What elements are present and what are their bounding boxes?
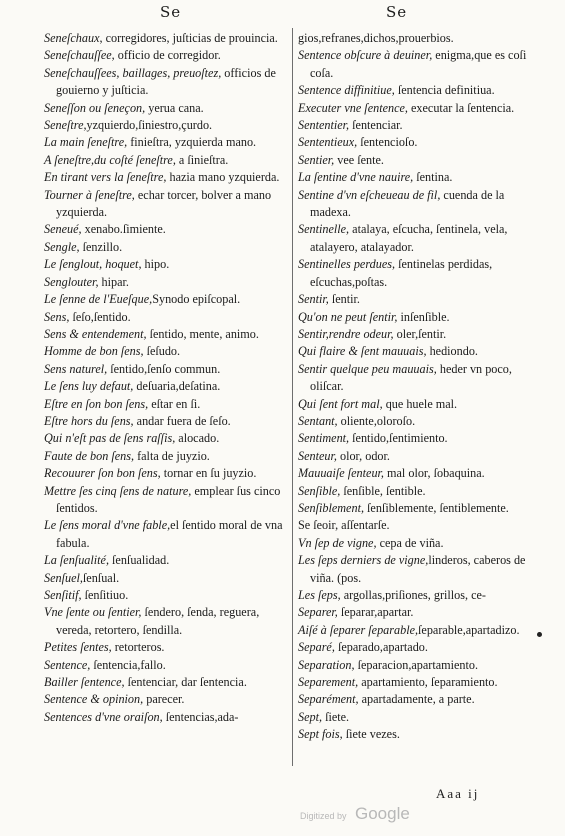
dictionary-entry (298, 47, 530, 82)
entry-definition: ſeparacion,apartamiento. (354, 657, 479, 672)
entry-definition: enigma,que es coſi coſa. (310, 48, 527, 80)
entry-headword: Seneſſon ou ſeneçon, (44, 100, 146, 115)
dictionary-entry (44, 221, 288, 238)
column-divider (292, 28, 293, 766)
entry-definition: ſentencioſo. (357, 135, 418, 150)
entry-headword: Sens, (44, 309, 70, 324)
entry-definition: tornar en ſu juyzio. (160, 466, 257, 481)
entry-definition: apartamiento, ſeparamiento. (358, 675, 498, 690)
entry-headword: Sentier, (298, 152, 335, 167)
entry-headword: La ſenſualité, (44, 553, 109, 568)
dictionary-entry (44, 100, 288, 117)
dictionary-entry (44, 448, 288, 465)
dictionary-entry (298, 187, 530, 222)
entry-definition: ſeparado,apartado. (334, 640, 428, 655)
dictionary-entry (298, 30, 530, 47)
running-head-right: Se (386, 3, 408, 21)
entry-definition: ſentencia definitiua. (394, 83, 495, 98)
entry-definition: ſiete. (322, 709, 350, 724)
entry-definition: ſenſitiuo. (81, 588, 129, 602)
dictionary-entry (298, 726, 530, 743)
entry-headword: Senſiblement, (298, 500, 364, 515)
entry-definition: officios de gouierno y juſticia. (56, 65, 276, 98)
dictionary-entry (298, 256, 530, 291)
entry-definition: ſentinelas perdidas, eſcuchas,poſtas. (310, 257, 493, 289)
entry-definition: ſentir. (328, 292, 360, 307)
entry-headword: Qui ſent fort mal, (298, 396, 383, 411)
dictionary-entry (298, 709, 530, 726)
entry-definition: hediondo. (426, 344, 478, 359)
entry-definition: atalaya, eſcucha, ſentinela, vela, atalayero, atalayador. (310, 222, 508, 254)
entry-definition: el ſentido moral de vna fabula. (56, 518, 283, 550)
entry-definition: alocado. (175, 431, 220, 446)
dictionary-entry (44, 134, 288, 151)
dictionary-entry (44, 604, 288, 639)
entry-definition: ſenſiblemente, ſentiblemente. (364, 500, 509, 515)
dictionary-entry (298, 326, 530, 343)
entry-definition: ſenzillo. (79, 239, 123, 254)
dictionary-entry (298, 622, 530, 639)
dictionary-entry (44, 343, 288, 360)
entry-headword: Le ſens moral d'vne fable, (44, 518, 171, 533)
entry-definition: ſenſible, ſentible. (340, 483, 426, 498)
dictionary-entry (44, 691, 288, 708)
entry-definition: ſentenciar. (349, 118, 403, 133)
dictionary-entry (298, 134, 530, 151)
entry-headword: Les ſeps derniers de vigne, (298, 553, 429, 568)
entry-definition: Synodo epiſcopal. (152, 292, 241, 307)
margin-mark (537, 632, 542, 637)
entry-headword: Qui flaire & ſent mauuais, (298, 344, 427, 359)
entry-definition: yerua cana. (145, 100, 204, 115)
dictionary-entry (298, 169, 530, 186)
entry-headword: Separément, (298, 692, 359, 707)
entry-headword: Tourner à ſeneſtre, (44, 187, 135, 202)
entry-definition: hazia mano yzquierda. (166, 170, 280, 185)
entry-definition: ſentencia,fallo. (90, 657, 166, 672)
dictionary-entry (44, 465, 288, 482)
entry-definition: ſenſualidad. (109, 553, 170, 568)
entry-headword: Sententier, (298, 118, 350, 133)
dictionary-entry (44, 378, 288, 395)
dictionary-entry (298, 117, 530, 134)
entry-headword: A ſeneſtre,du coſté ſeneſtre, (44, 152, 176, 167)
entry-headword: Senteur, (298, 448, 337, 463)
entry-headword: Sentence & opinion, (44, 692, 144, 707)
running-head-left: Se (160, 3, 182, 21)
entry-headword: Sentinelles perdues, (298, 257, 396, 272)
entry-definition: ſeſo,ſentido. (69, 309, 131, 324)
dictionary-entry (298, 291, 530, 308)
dictionary-entry (298, 221, 530, 256)
dictionary-entry (298, 500, 530, 517)
entry-definition: echar torcer, bolver a mano yzquierda. (56, 187, 272, 220)
dictionary-entry (44, 674, 288, 691)
entry-headword: Executer vne ſentence, (298, 100, 408, 115)
entry-definition: executar la ſentencia. (407, 100, 515, 115)
dictionary-entry (298, 517, 530, 534)
entry-headword: Sentence obſcure à deuiner, (298, 48, 433, 63)
entry-headword: La ſentine d'vne nauire, (298, 170, 414, 185)
entry-definition: apartadamente, a parte. (358, 692, 475, 707)
dictionary-entry (298, 361, 530, 396)
entry-definition: ſenſual. (82, 570, 120, 585)
entry-headword: Mettre ſes cinq ſens de nature, (44, 483, 192, 498)
entry-definition: , corregidores, juſticias de prouincia. (99, 31, 278, 45)
entry-headword: Separé, (298, 640, 335, 655)
dictionary-entry (44, 152, 288, 169)
entry-headword: Eſtre en ſon bon ſens, (44, 396, 149, 411)
entry-definition: cuenda de la madexa. (310, 187, 505, 220)
dictionary-entry (44, 570, 288, 587)
dictionary-entry (44, 30, 288, 47)
dictionary-entry (298, 691, 530, 708)
entry-headword: Separement, (298, 675, 359, 690)
dictionary-entry (44, 361, 288, 378)
entry-definition: hipar. (98, 274, 129, 289)
dictionary-entry (298, 430, 530, 447)
entry-headword: Sept, (298, 709, 323, 724)
dictionary-entry (44, 169, 288, 186)
entry-headword: Sentine d'vn eſcheueau de fil, (298, 187, 441, 202)
entry-headword: Sentence diffinitiue, (298, 83, 395, 98)
entry-definition: ſentido,ſenſo commun. (107, 361, 221, 376)
entry-definition: argollas,priſiones, grillos, ce- (340, 588, 486, 602)
entry-definition: ſentenciar, dar ſentencia. (124, 675, 247, 690)
entry-definition: ſeparar,apartar. (337, 605, 414, 620)
entry-definition: linderos, caberos de viña. (pos. (310, 553, 526, 585)
entry-headword: Qui n'eſt pas de ſens raſſis, (44, 431, 176, 446)
entry-definition: oliente,oloroſo. (337, 413, 416, 428)
entry-definition: ſentido, mente, animo. (146, 326, 259, 341)
entry-definition: que huele mal. (382, 396, 458, 411)
entry-definition: retorteros. (111, 640, 165, 655)
entry-headword: Sentences d'vne oraiſon, (44, 709, 163, 724)
entry-definition: Se ſeoir, aſſentarſe. (298, 518, 390, 533)
entry-headword: Qu'on ne peut ſentir, (298, 309, 398, 324)
entry-definition: cepa de viña. (376, 535, 444, 550)
entry-definition: gios,refranes,dichos,prouerbios. (298, 31, 454, 45)
entry-definition: ſeparable,apartadizo. (418, 622, 520, 637)
entry-definition: olor, odor. (336, 448, 390, 463)
dictionary-entry (44, 117, 288, 134)
dictionary-entry (44, 483, 288, 518)
dictionary-entry (44, 396, 288, 413)
dictionary-entry (298, 604, 530, 621)
entry-definition: yzquierdo,ſiniestro,çurdo. (86, 118, 213, 133)
left-column (44, 30, 288, 726)
entry-headword: Mauuaiſe ſenteur, (298, 466, 384, 481)
dictionary-entry (298, 657, 530, 674)
entry-definition: eſtar en ſi. (148, 396, 201, 411)
dictionary-entry (44, 413, 288, 430)
dictionary-entry (298, 448, 530, 465)
entry-headword: Bailler ſentence, (44, 675, 125, 690)
dictionary-entry (44, 517, 288, 552)
entry-headword: Separation, (298, 657, 355, 672)
entry-headword: Senglouter, (44, 274, 99, 289)
dictionary-entry (44, 309, 288, 326)
dictionary-entry (44, 47, 288, 64)
entry-headword: Vn ſep de vigne, (298, 535, 377, 550)
dictionary-entry (298, 587, 530, 604)
right-column (298, 30, 530, 744)
dictionary-entry (298, 483, 530, 500)
entry-headword: Sept fois, (298, 727, 343, 742)
entry-definition: finieſtra, yzquierda mano. (127, 135, 257, 150)
entry-definition: andar fuera de ſeſo. (133, 413, 231, 428)
dictionary-entry (44, 291, 288, 308)
entry-headword: Sentir,rendre odeur, (298, 326, 394, 341)
entry-headword: Faute de bon ſens, (44, 448, 135, 463)
entry-definition: ſeſudo. (143, 344, 181, 359)
dictionary-entry (298, 413, 530, 430)
entry-definition: oler,ſentir. (393, 326, 447, 341)
dictionary-entry (44, 657, 288, 674)
entry-headword: Sens & entendement, (44, 326, 147, 341)
entry-definition: falta de juyzio. (134, 448, 210, 463)
dictionary-entry (44, 239, 288, 256)
entry-headword: Seneſchaux (44, 31, 100, 45)
dictionary-entry (44, 326, 288, 343)
entry-headword: Seneſtre, (44, 118, 87, 133)
entry-headword: Sentant, (298, 413, 338, 428)
dictionary-entry (44, 639, 288, 656)
entry-definition: deſuaria,deſatina. (133, 379, 221, 394)
watermark-prefix: Digitized by (300, 811, 347, 821)
entry-headword: Sententieux, (298, 135, 358, 150)
entry-headword: Recouurer ſon bon ſens, (44, 466, 161, 481)
dictionary-entry (44, 430, 288, 447)
entry-definition: ſentido,ſentimiento. (349, 431, 448, 446)
signature-mark: Aaa ij (436, 786, 480, 801)
entry-headword: Sentinelle, (298, 222, 350, 237)
entry-headword: La main ſeneſtre, (44, 135, 128, 150)
entry-headword: Seneſchauſſees, baillages, preuoſtez, (44, 65, 222, 80)
entry-headword: Sentir quelque peu mauuais, (298, 361, 437, 376)
entry-definition: ſentencias,ada- (162, 709, 239, 724)
dictionary-entry (44, 256, 288, 273)
entry-headword: Sentiment, (298, 431, 350, 446)
dictionary-entry (44, 552, 288, 569)
entry-headword: Seneſchauſſee, (44, 48, 115, 63)
entry-headword: Senſible, (298, 483, 341, 498)
entry-definition: heder vn poco, oliſcar. (310, 361, 512, 394)
dictionary-entry (298, 396, 530, 413)
entry-headword: Le ſenne de l'Eueſque, (44, 292, 153, 307)
dictionary-entry (44, 65, 288, 100)
google-logo: Google (354, 804, 410, 823)
dictionary-entry (298, 343, 530, 360)
entry-definition: officio de corregidor. (114, 48, 221, 63)
entry-headword: Senſuel, (44, 570, 83, 585)
entry-headword: Homme de bon ſens, (44, 344, 144, 359)
dictionary-entry (298, 674, 530, 691)
entry-definition: xenabo.ſimiente. (81, 222, 166, 237)
dictionary-entry (44, 709, 288, 726)
dictionary-entry (298, 152, 530, 169)
entry-headword: Petites ſentes, (44, 640, 112, 655)
entry-headword: Vne ſente ou ſentier, (44, 605, 142, 620)
entry-headword: Senſitif, (44, 588, 82, 602)
entry-headword: Le ſenglout, hoquet, (44, 257, 142, 272)
entry-headword: Sens naturel, (44, 361, 108, 376)
dictionary-entry (298, 535, 530, 552)
entry-headword: Separer, (298, 605, 338, 620)
entry-headword: Les ſeps, (298, 588, 341, 602)
entry-definition: hipo. (141, 257, 170, 272)
entry-definition: inſenſible. (397, 309, 450, 324)
dictionary-entry (298, 100, 530, 117)
entry-headword: Sentence, (44, 657, 91, 672)
dictionary-entry (298, 82, 530, 99)
entry-headword: Aiſé à ſeparer ſeparable, (298, 622, 419, 637)
dictionary-entry (44, 274, 288, 291)
entry-definition: vee ſente. (334, 152, 384, 167)
entry-headword: Sengle, (44, 239, 80, 254)
entry-definition: parecer. (143, 692, 185, 707)
dictionary-entry (298, 639, 530, 656)
entry-definition: ſendero, ſenda, reguera, vereda, retortero, ſendilla. (56, 605, 260, 637)
entry-definition: ſiete vezes. (342, 727, 400, 742)
entry-definition: a ſinieſtra. (175, 152, 229, 167)
entry-definition: emplear ſus cinco ſentidos. (56, 483, 281, 515)
entry-definition: ſentina. (413, 170, 453, 185)
digitized-watermark (300, 804, 410, 824)
entry-definition: mal olor, ſobaquina. (383, 466, 485, 481)
dictionary-entry (44, 187, 288, 222)
dictionary-entry (298, 309, 530, 326)
entry-headword: Seneué, (44, 222, 82, 237)
dictionary-entry (44, 587, 288, 604)
entry-headword: En tirant vers la ſeneſtre, (44, 170, 167, 185)
dictionary-entry (298, 465, 530, 482)
dictionary-entry (298, 552, 530, 587)
entry-headword: Eſtre hors du ſens, (44, 413, 134, 428)
entry-headword: Le ſens luy defaut, (44, 379, 134, 394)
entry-headword: Sentir, (298, 292, 329, 307)
